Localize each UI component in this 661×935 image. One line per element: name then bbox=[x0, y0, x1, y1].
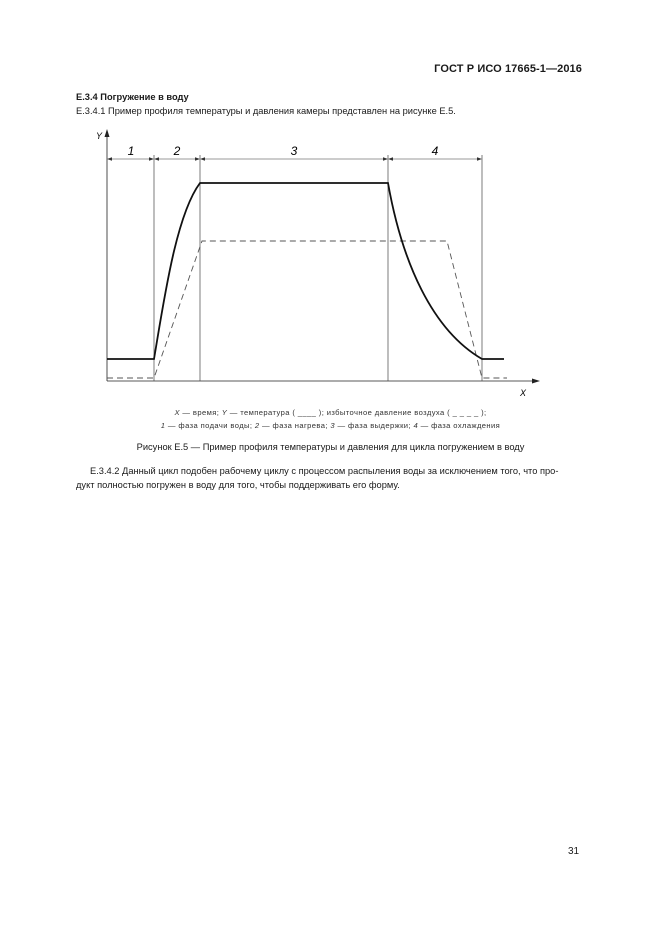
phase-label-2: 2 bbox=[173, 144, 181, 158]
phase-boundaries bbox=[154, 155, 482, 381]
temperature-curve bbox=[107, 183, 504, 359]
phase-label-4: 4 bbox=[431, 144, 439, 158]
legend-y-letter: Y bbox=[221, 408, 228, 417]
y-axis-arrow bbox=[105, 129, 110, 137]
paragraph-e341: Е.3.4.1 Пример профиля температуры и давления камеры представлен на рисунке Е.5. bbox=[76, 106, 456, 116]
y-axis-label: Y bbox=[96, 131, 103, 141]
legend-phase4-text: — фаза охлаждения bbox=[418, 421, 501, 430]
section-heading: Е.3.4 Погружение в воду bbox=[76, 92, 189, 102]
legend-phase2-text: — фаза нагрева; bbox=[259, 421, 331, 430]
legend-phase4-num: 4 bbox=[413, 421, 419, 430]
legend-phase3-text: — фаза выдержки; bbox=[335, 421, 414, 430]
arrowhead bbox=[107, 157, 112, 160]
paragraph-e342-line-2: дукт полностью погружен в воду для того, чтобы поддерживать его форму. bbox=[76, 480, 400, 490]
legend-phase3-num: 3 bbox=[330, 421, 336, 430]
arrowhead bbox=[200, 157, 205, 160]
legend-phase1-text: — фаза подачи воды; bbox=[165, 421, 255, 430]
arrowhead bbox=[154, 157, 159, 160]
page-number: 31 bbox=[568, 846, 580, 857]
arrowhead bbox=[388, 157, 393, 160]
legend-y-text: — температура ( ____ ); избыточное давление воздуха ( _ _ _ _ ); bbox=[227, 408, 487, 417]
paragraph-e342-line-1: Е.3.4.2 Данный цикл подобен рабочему циклу с процессом распыления воды за исключением того, что про- bbox=[90, 466, 559, 476]
legend-x-letter: X bbox=[174, 408, 180, 417]
temperature-pressure-figure bbox=[0, 0, 661, 400]
legend-x-text: — время; bbox=[179, 408, 222, 417]
phase-label-3: 3 bbox=[290, 144, 298, 158]
figure-legend-line-2 bbox=[0, 421, 661, 430]
legend-phase1-num: 1 bbox=[160, 421, 166, 430]
arrowhead bbox=[195, 157, 200, 160]
figure-caption: Рисунок Е.5 — Пример профиля температуры и давления для цикла погружением в воду bbox=[136, 442, 525, 452]
figure-legend-line-1 bbox=[0, 408, 661, 417]
standard-code-header: ГОСТ Р ИСО 17665-1—2016 bbox=[434, 63, 582, 75]
arrowhead bbox=[149, 157, 154, 160]
arrowhead bbox=[383, 157, 388, 160]
legend-phase2-num: 2 bbox=[254, 421, 260, 430]
x-axis-label: X bbox=[520, 388, 527, 398]
x-axis-arrow bbox=[532, 379, 540, 384]
arrowhead bbox=[477, 157, 482, 160]
phase-label-1: 1 bbox=[127, 144, 135, 158]
pressure-curve bbox=[107, 241, 507, 378]
